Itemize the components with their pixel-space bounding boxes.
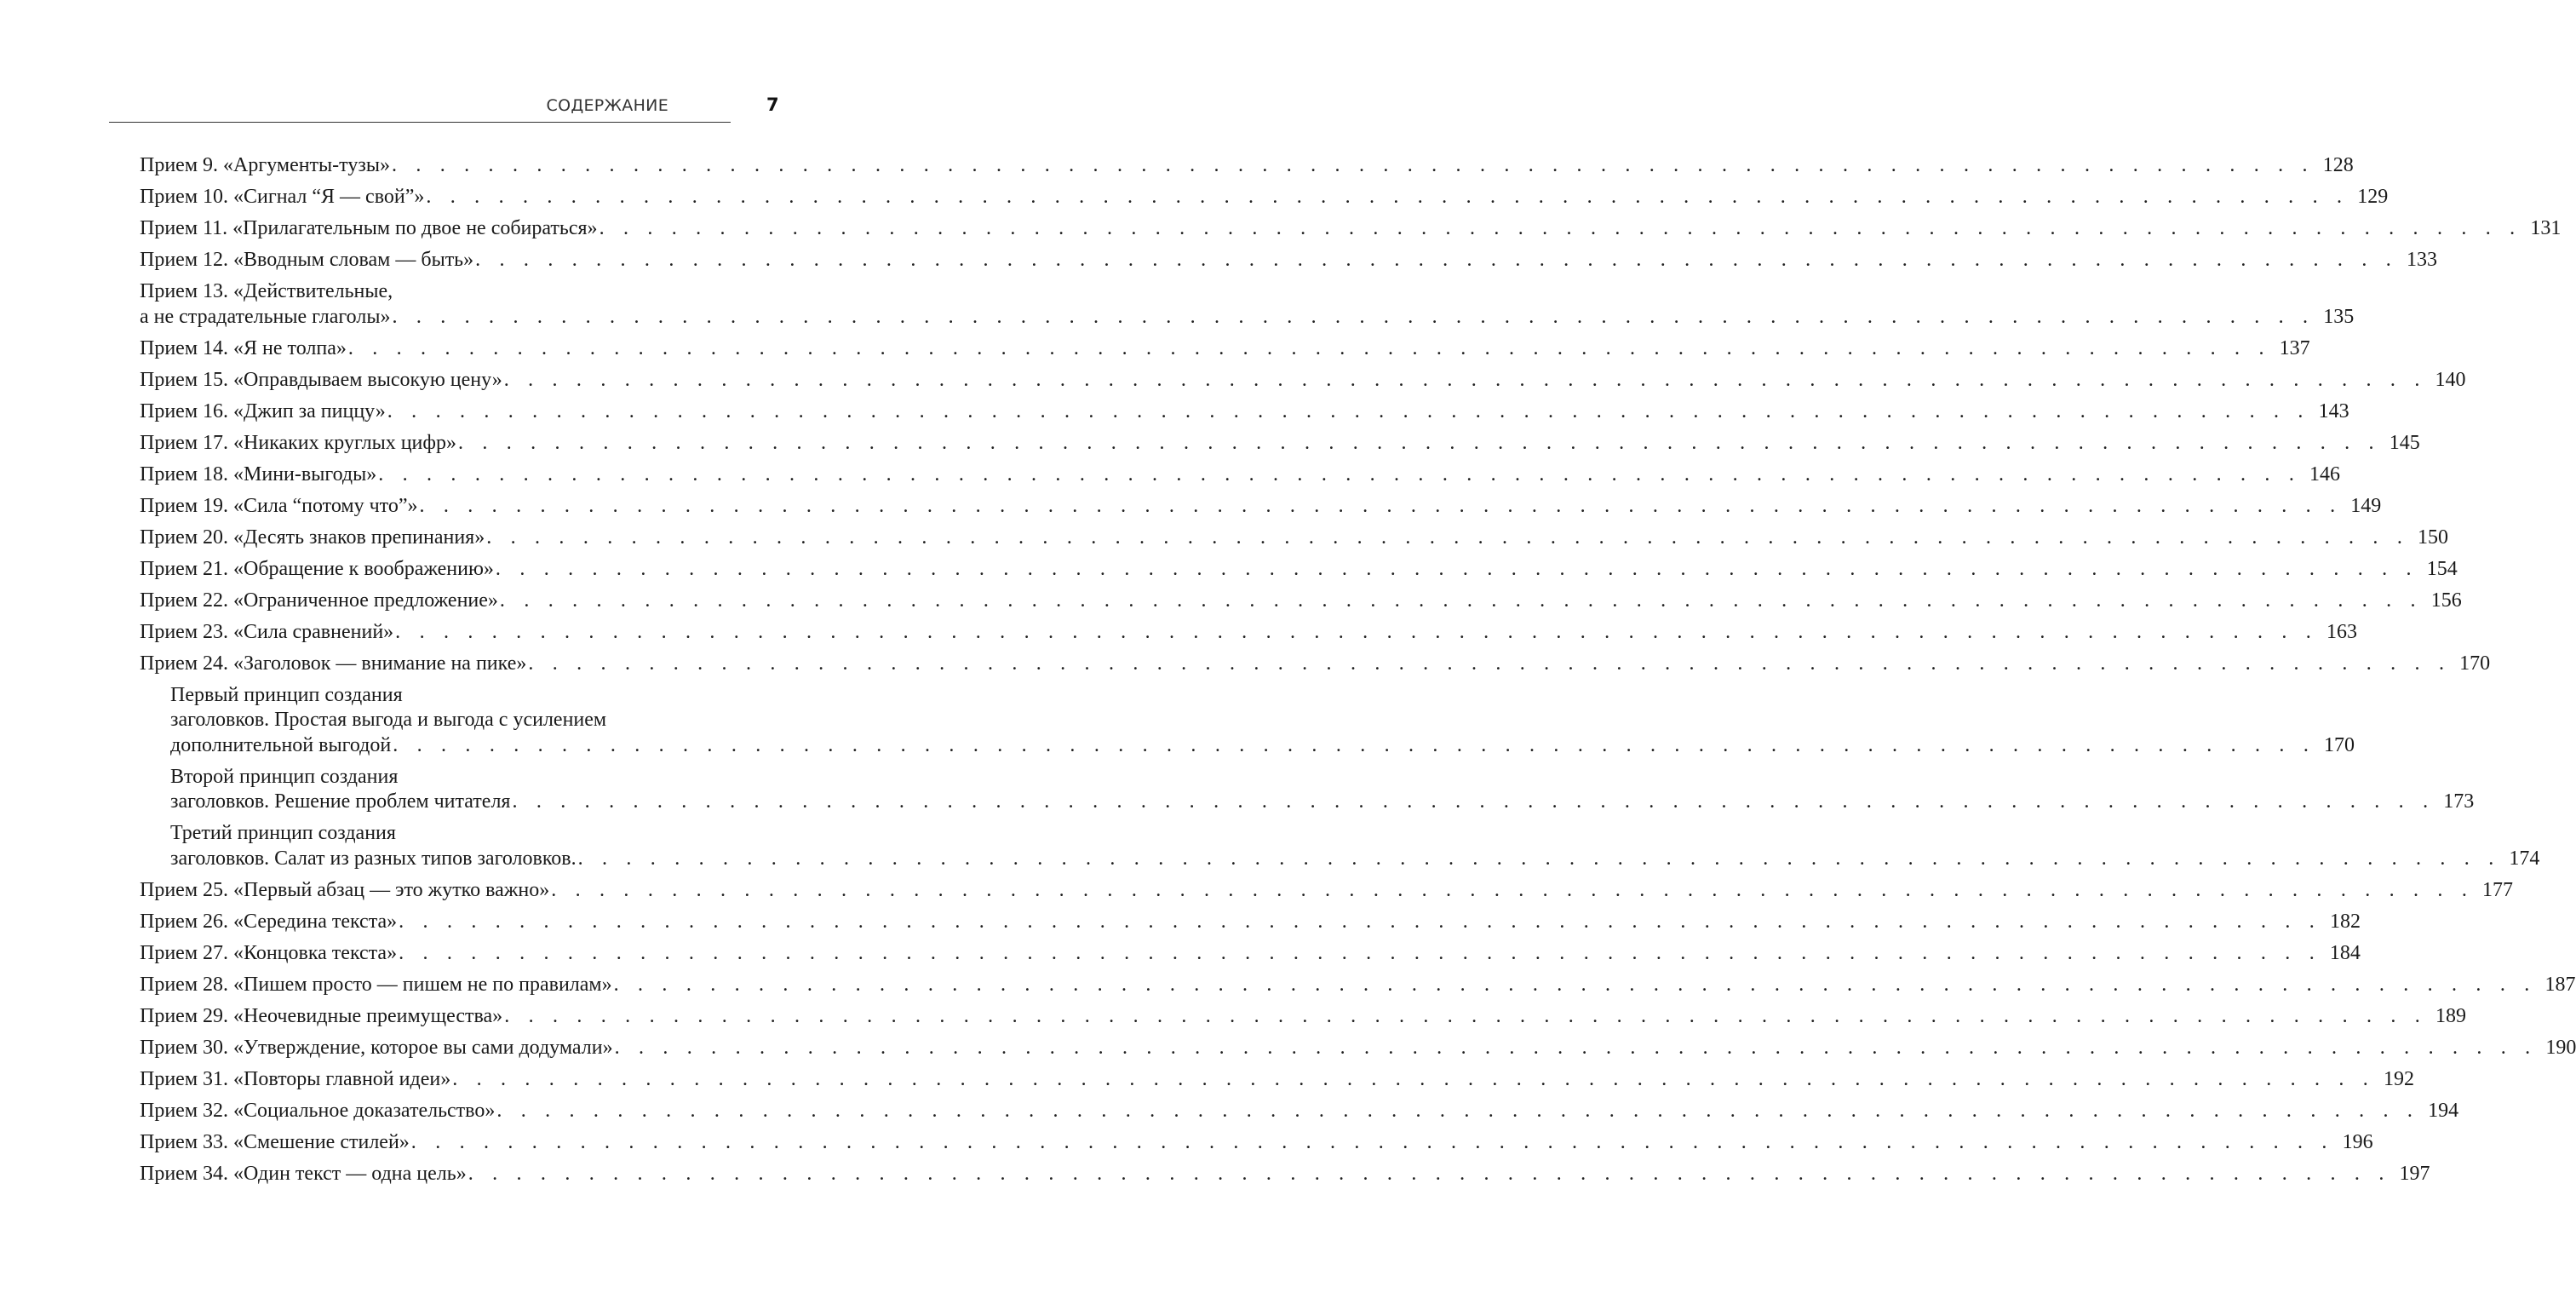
dot-leader: . . . . . . . . . . . . . . . . . . . . . . . . . . . . . . . . . . . . . . . . . . . . . . . . . . . . . . . . . . . . . . . . . . . . . . . . . . . . . . . . (577, 847, 2501, 870)
toc-entry-page: 154 (2426, 557, 2458, 580)
dot-leader: . . . . . . . . . . . . . . . . . . . . . . . . . . . . . . . . . . . . . . . . . . . . . . . . . . . . . . . . . . . . . . . . . . . . . . . . . . . . . . . . (399, 941, 2321, 964)
dot-leader: . . . . . . . . . . . . . . . . . . . . . . . . . . . . . . . . . . . . . . . . . . . . . . . . . . . . . . . . . . . . . . . . . . . . . . . . . . . . . . . . (378, 463, 2302, 486)
toc-entry (140, 910, 2361, 935)
toc-entry-page: 135 (2323, 305, 2355, 328)
toc-entry-title: Прием 29. «Неочевидные преимущества» (140, 1004, 503, 1027)
toc-entry-title: Прием 32. «Социальное доказательство» (140, 1099, 496, 1122)
toc-entry-line (140, 248, 2437, 273)
toc-subentry (140, 765, 2475, 815)
toc-entry-title: Прием 10. «Сигнал “Я — свой”» (140, 186, 425, 208)
toc-entry (140, 1162, 2430, 1187)
toc-entry-line (140, 557, 2458, 583)
dot-leader: . . . . . . . . . . . . . . . . . . . . . . . . . . . . . . . . . . . . . . . . . . . . . . . . . . . . . . . . . . . . . . . . . . . . . . . . . . . . . . . . (393, 733, 2316, 756)
toc-entry-title: Прием 18. «Мини-выгоды» (140, 463, 377, 486)
dot-leader: . . . . . . . . . . . . . . . . . . . . . . . . . . . . . . . . . . . . . . . . . . . . . . . . . . . . . . . . . . . . . . . . . . . . . . . . . . . . . . . . (387, 399, 2310, 422)
toc-entry-page: 174 (2509, 847, 2540, 870)
toc-entry-title: Прием 22. «Ограниченное предложение» (140, 589, 498, 612)
toc-entry-page: 189 (2435, 1004, 2466, 1027)
toc-entry (140, 1004, 2466, 1030)
toc-entry-page: 182 (2329, 910, 2361, 933)
toc-entry-title: Прием 21. «Обращение к воображению» (140, 557, 494, 580)
toc-entry-page: 184 (2329, 941, 2361, 964)
toc-entry-title: Прием 15. «Оправдываем высокую цену» (140, 368, 502, 391)
toc-entry-page: 192 (2384, 1067, 2415, 1090)
toc-entry-title: Прием 34. «Один текст — одна цель» (140, 1162, 467, 1185)
dot-leader: . . . . . . . . . . . . . . . . . . . . . . . . . . . . . . . . . . . . . . . . . . . . . . . . . . . . . . . . . . . . . . . . . . . . . . . . . . . . . . . . (468, 1162, 2391, 1185)
toc-entry-line (140, 463, 2341, 488)
toc-entry-page: 187 (2544, 973, 2576, 996)
toc-entry-page: 170 (2324, 733, 2355, 756)
running-header-title: СОДЕРЖАНИЕ (546, 96, 668, 115)
dot-leader: . . . . . . . . . . . . . . . . . . . . . . . . . . . . . . . . . . . . . . . . . . . . . . . . . . . . . . . . . . . . . . . . . . . . . . . . . . . . . . . . (395, 620, 2318, 643)
dot-leader: . . . . . . . . . . . . . . . . . . . . . . . . . . . . . . . . . . . . . . . . . . . . . . . . . . . . . . . . . . . . . . . . . . . . . . . . . . . . . . . . (496, 1099, 2420, 1122)
toc-entry-title-line: заголовков. Простая выгода и выгода с усилением (170, 709, 607, 731)
toc-entry-line (140, 153, 2354, 179)
dot-leader: . . . . . . . . . . . . . . . . . . . . . . . . . . . . . . . . . . . . . . . . . . . . . . . . . . . . . . . . . . . . . . . . . . . . . . . . . . . . . . . . (504, 1004, 2427, 1027)
toc-entry-page: 146 (2309, 463, 2341, 486)
toc-entry-line (140, 305, 2355, 330)
toc-entry (140, 336, 2310, 362)
toc-entry (140, 1067, 2415, 1093)
toc-entry-line (140, 526, 2449, 551)
dot-leader: . . . . . . . . . . . . . . . . . . . . . . . . . . . . . . . . . . . . . . . . . . . . . . . . . . . . . . . . . . . . . . . . . . . . . . . . . . . . . . . . (495, 557, 2418, 580)
toc-entry (140, 399, 2349, 425)
toc-entry (140, 185, 2389, 210)
dot-leader: . . . . . . . . . . . . . . . . . . . . . . . . . . . . . . . . . . . . . . . . . . . . . . . . . . . . . . . . . . . . . . . . . . . . . . . . . . . . . . . . (503, 368, 2427, 391)
toc-entry (140, 1036, 2576, 1061)
toc-entry-title: Прием 30. «Утверждение, которое вы сами додумали» (140, 1036, 613, 1059)
toc-entry-line (140, 1099, 2459, 1124)
toc-entry (140, 279, 2355, 330)
toc-entry-line (140, 1004, 2466, 1030)
dot-leader: . . . . . . . . . . . . . . . . . . . . . . . . . . . . . . . . . . . . . . . . . . . . . . . . . . . . . . . . . . . . . . . . . . . . . . . . . . . . . . . . (551, 878, 2475, 901)
dot-leader: . . . . . . . . . . . . . . . . . . . . . . . . . . . . . . . . . . . . . . . . . . . . . . . . . . . . . . . . . . . . . . . . . . . . . . . . . . . . . . . . (614, 1036, 2538, 1059)
toc-entry (140, 557, 2458, 583)
toc-entry-title: Прием 28. «Пишем просто — пишем не по правилам» (140, 973, 612, 996)
toc-entry-title: Прием 27. «Концовка текста» (140, 941, 398, 964)
dot-leader: . . . . . . . . . . . . . . . . . . . . . . . . . . . . . . . . . . . . . . . . . . . . . . . . . . . . . . . . . . . . . . . . . . . . . . . . . . . . . . . . (475, 249, 2398, 271)
toc-entry-page: 196 (2342, 1130, 2373, 1153)
toc-entry-line (140, 652, 2491, 677)
toc-entry-page: 137 (2279, 336, 2310, 359)
dot-leader: . . . . . . . . . . . . . . . . . . . . . . . . . . . . . . . . . . . . . . . . . . . . . . . . . . . . . . . . . . . . . . . . . . . . . . . . . . . . . . . . (613, 973, 2537, 996)
toc-entry-line (140, 368, 2466, 394)
toc-entry-page: 131 (2530, 217, 2562, 239)
toc-entry-title: Прием 26. «Середина текста» (140, 910, 398, 933)
toc-entry-page: 140 (2435, 368, 2466, 391)
toc-entry-title: заголовков. Салат из разных типов заголовков. (170, 847, 577, 870)
toc-entry (140, 973, 2576, 998)
toc-entry-line (140, 399, 2349, 425)
toc-entry-title-line: Третий принцип создания (170, 822, 396, 844)
toc-entry-title: Прием 9. «Аргументы-тузы» (140, 154, 390, 176)
toc-entry (140, 153, 2354, 179)
toc-entry-line (140, 973, 2576, 998)
toc-entry-line (170, 733, 2355, 759)
page-number: 7 (766, 95, 779, 115)
toc-entry-line (140, 494, 2382, 520)
toc-entry (140, 526, 2449, 551)
toc-entry (140, 652, 2491, 677)
toc-entry (140, 1130, 2373, 1156)
table-of-contents (140, 153, 2576, 1193)
toc-entry-title: Прием 24. «Заголовок — внимание на пике» (140, 652, 527, 675)
toc-entry-title: Прием 25. «Первый абзац — это жутко важно» (140, 878, 550, 901)
toc-entry (140, 248, 2437, 273)
toc-entry-page: 128 (2322, 154, 2354, 176)
toc-entry-page: 177 (2482, 878, 2514, 901)
toc-entry-page: 149 (2350, 494, 2382, 517)
dot-leader: . . . . . . . . . . . . . . . . . . . . . . . . . . . . . . . . . . . . . . . . . . . . . . . . . . . . . . . . . . . . . . . . . . . . . . . . . . . . . . . . (426, 186, 2349, 208)
toc-entry-line (140, 910, 2361, 935)
toc-entry-line (140, 216, 2562, 242)
dot-leader: . . . . . . . . . . . . . . . . . . . . . . . . . . . . . . . . . . . . . . . . . . . . . . . . . . . . . . . . . . . . . . . . . . . . . . . . . . . . . . . . (528, 652, 2452, 675)
toc-entry (140, 620, 2357, 646)
dot-leader: . . . . . . . . . . . . . . . . . . . . . . . . . . . . . . . . . . . . . . . . . . . . . . . . . . . . . . . . . . . . . . . . . . . . . . . . . . . . . . . . (410, 1130, 2334, 1153)
toc-entry (140, 1099, 2459, 1124)
toc-entry (140, 463, 2341, 488)
toc-entry-page: 173 (2443, 790, 2475, 813)
toc-entry-line (170, 847, 2540, 872)
toc-entry-page: 170 (2459, 652, 2491, 675)
toc-entry-title: Прием 31. «Повторы главной идеи» (140, 1067, 451, 1090)
toc-entry (140, 589, 2462, 614)
toc-entry (140, 941, 2361, 967)
toc-entry-page: 190 (2545, 1036, 2576, 1059)
toc-entry-line (140, 185, 2389, 210)
toc-entry-line (140, 589, 2462, 614)
toc-entry-title: заголовков. Решение проблем читателя (170, 790, 511, 813)
toc-entry-page: 143 (2318, 399, 2349, 422)
toc-entry-title: Прием 14. «Я не толпа» (140, 336, 347, 359)
dot-leader: . . . . . . . . . . . . . . . . . . . . . . . . . . . . . . . . . . . . . . . . . . . . . . . . . . . . . . . . . . . . . . . . . . . . . . . . . . . . . . . . (347, 336, 2271, 359)
toc-entry-title: дополнительной выгодой (170, 733, 392, 756)
toc-entry-title: Прием 33. «Смешение стилей» (140, 1130, 410, 1153)
toc-entry-title: Прием 17. «Никаких круглых цифр» (140, 431, 456, 454)
toc-subentry (140, 683, 2355, 759)
toc-entry-line (140, 336, 2310, 362)
dot-leader: . . . . . . . . . . . . . . . . . . . . . . . . . . . . . . . . . . . . . . . . . . . . . . . . . . . . . . . . . . . . . . . . . . . . . . . . . . . . . . . . (457, 431, 2381, 454)
toc-entry (140, 878, 2514, 904)
toc-entry-line (140, 1036, 2576, 1061)
toc-entry-page: 129 (2357, 186, 2389, 208)
toc-entry-page: 150 (2418, 526, 2449, 549)
toc-entry-page: 163 (2326, 620, 2357, 643)
toc-entry-line (140, 1130, 2373, 1156)
header-divider (109, 122, 731, 123)
dot-leader: . . . . . . . . . . . . . . . . . . . . . . . . . . . . . . . . . . . . . . . . . . . . . . . . . . . . . . . . . . . . . . . . . . . . . . . . . . . . . . . . (391, 154, 2315, 176)
dot-leader: . . . . . . . . . . . . . . . . . . . . . . . . . . . . . . . . . . . . . . . . . . . . . . . . . . . . . . . . . . . . . . . . . . . . . . . . . . . . . . . . (599, 217, 2522, 239)
toc-entry (140, 216, 2562, 242)
toc-entry-page: 197 (2399, 1162, 2430, 1185)
toc-entry-page: 133 (2406, 249, 2437, 271)
toc-entry (140, 431, 2420, 457)
toc-entry-title: Прием 16. «Джип за пиццу» (140, 399, 386, 422)
dot-leader: . . . . . . . . . . . . . . . . . . . . . . . . . . . . . . . . . . . . . . . . . . . . . . . . . . . . . . . . . . . . . . . . . . . . . . . . . . . . . . . . (392, 305, 2315, 328)
toc-entry-title: Прием 12. «Вводным словам — быть» (140, 249, 474, 271)
toc-entry-line (170, 790, 2475, 815)
running-header (109, 94, 790, 123)
toc-entry-title: Прием 19. «Сила “потому что”» (140, 494, 418, 517)
toc-entry-title-line: Первый принцип создания (170, 683, 403, 706)
dot-leader: . . . . . . . . . . . . . . . . . . . . . . . . . . . . . . . . . . . . . . . . . . . . . . . . . . . . . . . . . . . . . . . . . . . . . . . . . . . . . . . . (499, 589, 2423, 612)
dot-leader: . . . . . . . . . . . . . . . . . . . . . . . . . . . . . . . . . . . . . . . . . . . . . . . . . . . . . . . . . . . . . . . . . . . . . . . . . . . . . . . . (512, 790, 2435, 813)
toc-entry-page: 156 (2430, 589, 2462, 612)
toc-entry (140, 368, 2466, 394)
toc-entry-title: Прием 23. «Сила сравнений» (140, 620, 394, 643)
toc-entry-line (140, 431, 2420, 457)
toc-entry-line (140, 941, 2361, 967)
dot-leader: . . . . . . . . . . . . . . . . . . . . . . . . . . . . . . . . . . . . . . . . . . . . . . . . . . . . . . . . . . . . . . . . . . . . . . . . . . . . . . . . (486, 526, 2410, 549)
toc-entry-title: Прием 20. «Десять знаков препинания» (140, 526, 485, 549)
toc-entry-page: 145 (2389, 431, 2420, 454)
toc-entry-title: Прием 11. «Прилагательным по двое не собираться» (140, 217, 598, 239)
toc-subentry (140, 821, 2540, 871)
dot-leader: . . . . . . . . . . . . . . . . . . . . . . . . . . . . . . . . . . . . . . . . . . . . . . . . . . . . . . . . . . . . . . . . . . . . . . . . . . . . . . . . (419, 494, 2343, 517)
dot-leader: . . . . . . . . . . . . . . . . . . . . . . . . . . . . . . . . . . . . . . . . . . . . . . . . . . . . . . . . . . . . . . . . . . . . . . . . . . . . . . . . (452, 1067, 2376, 1090)
toc-entry-line (140, 620, 2357, 646)
toc-entry-line (140, 1067, 2415, 1093)
toc-entry-line (140, 878, 2514, 904)
toc-entry-title-line: Второй принцип создания (170, 765, 399, 788)
toc-entry (140, 494, 2382, 520)
toc-entry-line (140, 1162, 2430, 1187)
dot-leader: . . . . . . . . . . . . . . . . . . . . . . . . . . . . . . . . . . . . . . . . . . . . . . . . . . . . . . . . . . . . . . . . . . . . . . . . . . . . . . . . (399, 910, 2321, 933)
toc-entry-page: 194 (2428, 1099, 2459, 1122)
toc-entry-title: а не страдательные глаголы» (140, 305, 391, 328)
toc-entry-title-line: Прием 13. «Действительные, (140, 280, 393, 302)
